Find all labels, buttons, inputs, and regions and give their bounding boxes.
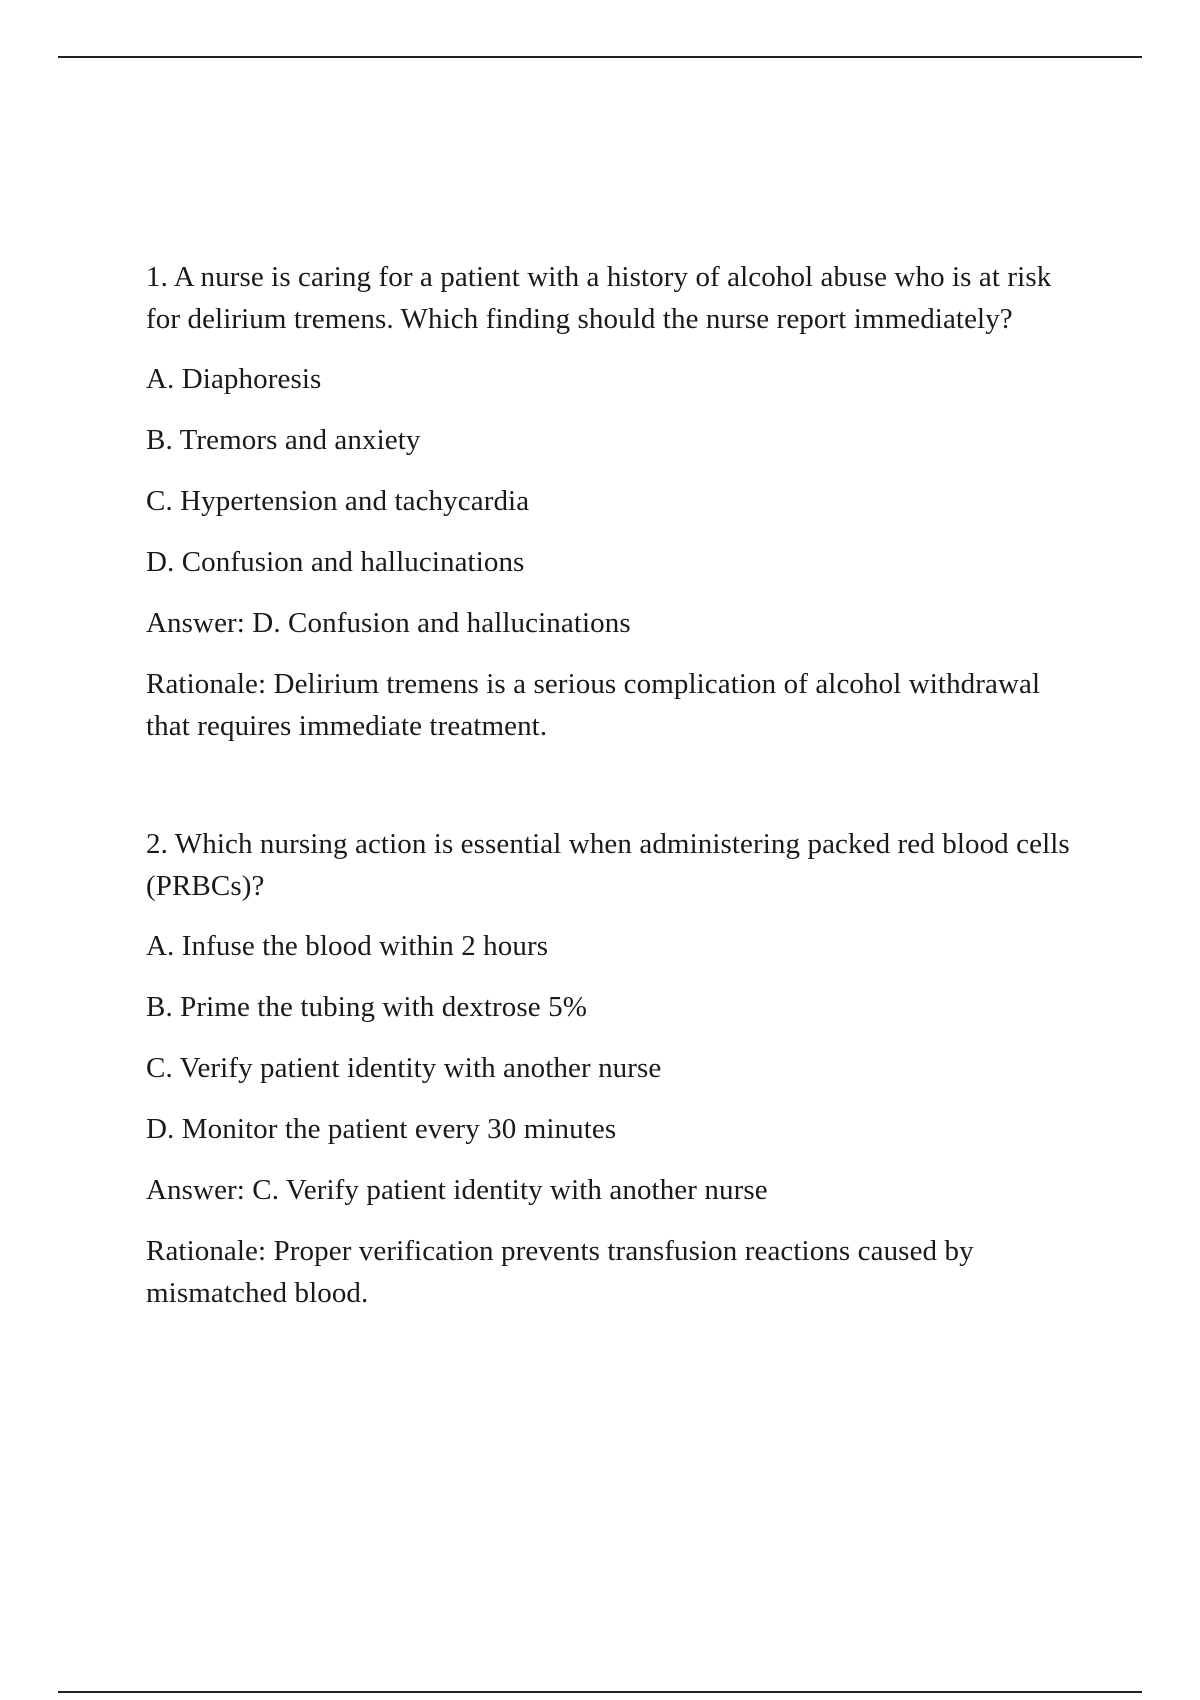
- question-text: 2. Which nursing action is essential when administering packed red blood cells (PRBCs)?: [146, 828, 1070, 902]
- header-rule: [58, 56, 1142, 58]
- option-b: B. Tremors and anxiety: [146, 424, 421, 456]
- question-1: [146, 256, 1086, 747]
- option-c: C. Verify patient identity with another nurse: [146, 1052, 662, 1084]
- answer-text: Answer: D. Confusion and hallucinations: [146, 607, 631, 639]
- footer-rule: [58, 1691, 1142, 1693]
- question-2: [146, 823, 1086, 1314]
- option-d: D. Monitor the patient every 30 minutes: [146, 1113, 617, 1145]
- question-text: 1. A nurse is caring for a patient with a history of alcohol abuse who is at risk for delirium tremens. Which finding should the nurse report immediately?: [146, 261, 1052, 335]
- option-c: C. Hypertension and tachycardia: [146, 485, 530, 517]
- option-b: B. Prime the tubing with dextrose 5%: [146, 991, 587, 1023]
- answer-text: Answer: C. Verify patient identity with another nurse: [146, 1174, 768, 1206]
- rationale-text: Rationale: Delirium tremens is a serious complication of alcohol withdrawal that requires immediate treatment.: [146, 668, 1041, 742]
- option-a: A. Infuse the blood within 2 hours: [146, 930, 549, 962]
- document-body: [146, 261, 1086, 1314]
- option-d: D. Confusion and hallucinations: [146, 546, 525, 578]
- option-a: A. Diaphoresis: [146, 363, 322, 395]
- rationale-text: Rationale: Proper verification prevents transfusion reactions caused by mismatched blood.: [146, 1235, 974, 1309]
